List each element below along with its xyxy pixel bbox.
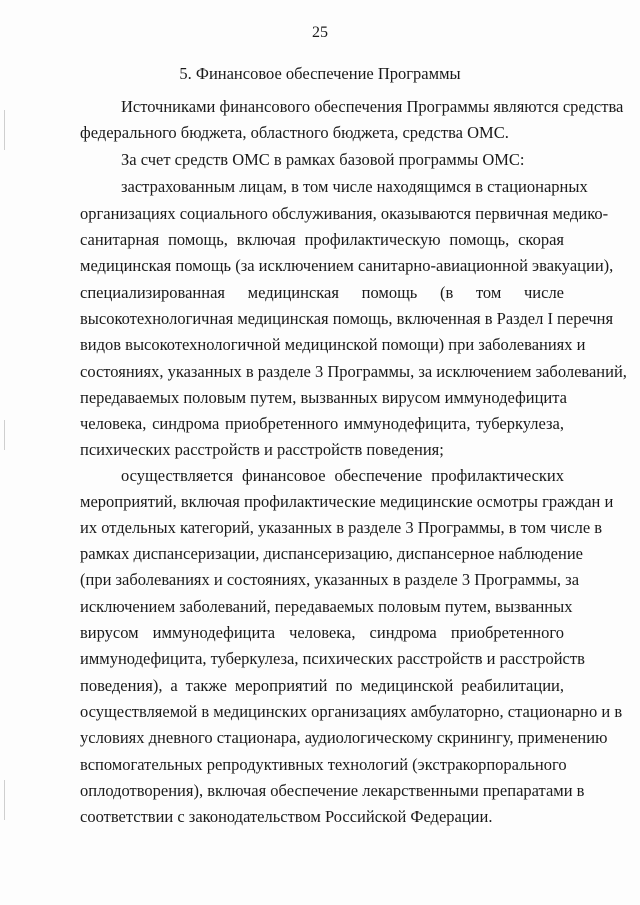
text-line: мероприятий, включая профилактические медицинские осмотры граждан и bbox=[80, 492, 614, 511]
text-line: состояниях, указанных в разделе 3 Программы, за исключением заболеваний, bbox=[80, 362, 627, 381]
scan-artifact bbox=[4, 110, 5, 150]
text-line: оплодотворения), включая обеспечение лекарственными препаратами в bbox=[80, 781, 585, 800]
text-line: вирусом иммунодефицита человека, синдрома приобретенного bbox=[80, 623, 564, 642]
text-line: передаваемых половым путем, вызванных вирусом иммунодефицита bbox=[80, 388, 567, 407]
text-line: вспомогательных репродуктивных технологий (экстракорпорального bbox=[80, 755, 567, 774]
text-line: специализированная медицинская помощь (в том числе bbox=[80, 283, 564, 302]
text-line: высокотехнологичная медицинская помощь, включенная в Раздел I перечня bbox=[80, 309, 614, 328]
text-line: человека, синдрома приобретенного иммунодефицита, туберкулеза, bbox=[80, 414, 564, 433]
text-line: медицинская помощь (за исключением санитарно-авиационной эвакуации), bbox=[80, 256, 614, 275]
text-line: условиях дневного стационара, аудиологическому скринингу, применению bbox=[80, 728, 608, 747]
text-line: иммунодефицита, туберкулеза, психических расстройств и расстройств bbox=[80, 649, 585, 668]
text-line: их отдельных категорий, указанных в разделе 3 Программы, в том числе в bbox=[80, 518, 603, 537]
text-line: (при заболеваниях и состояниях, указанных в разделе 3 Программы, за bbox=[80, 570, 580, 589]
text-line: осуществляется финансовое обеспечение профилактических bbox=[121, 466, 564, 485]
text-line: застрахованным лицам, в том числе находящимся в стационарных bbox=[121, 177, 588, 196]
text-line: соответствии с законодательством Российской Федерации. bbox=[80, 807, 493, 826]
text-line: исключением заболеваний, передаваемых половым путем, вызванных bbox=[80, 597, 573, 616]
text-line: осуществляемой в медицинских организациях амбулаторно, стационарно и в bbox=[80, 702, 623, 721]
text-line: Источниками финансового обеспечения Программы являются средства bbox=[121, 97, 624, 116]
section-title: 5. Финансовое обеспечение Программы bbox=[179, 64, 461, 83]
text-line: рамках диспансеризации, диспансеризацию, диспансерное наблюдение bbox=[80, 544, 583, 563]
text-line: психических расстройств и расстройств поведения; bbox=[80, 440, 444, 459]
text-line: За счет средств ОМС в рамках базовой программы ОМС: bbox=[121, 150, 525, 169]
text-line: федерального бюджета, областного бюджета, средства ОМС. bbox=[80, 123, 509, 142]
text-line: организациях социального обслуживания, оказываются первичная медико- bbox=[80, 204, 609, 223]
text-line: санитарная помощь, включая профилактическую помощь, скорая bbox=[80, 230, 564, 249]
text-line: видов высокотехнологичной медицинской помощи) при заболеваниях и bbox=[80, 335, 586, 354]
text-line: поведения), а также мероприятий по медицинской реабилитации, bbox=[80, 676, 564, 695]
page-number: 25 bbox=[312, 24, 328, 41]
scan-artifact bbox=[4, 780, 5, 820]
scan-artifact bbox=[4, 420, 5, 450]
